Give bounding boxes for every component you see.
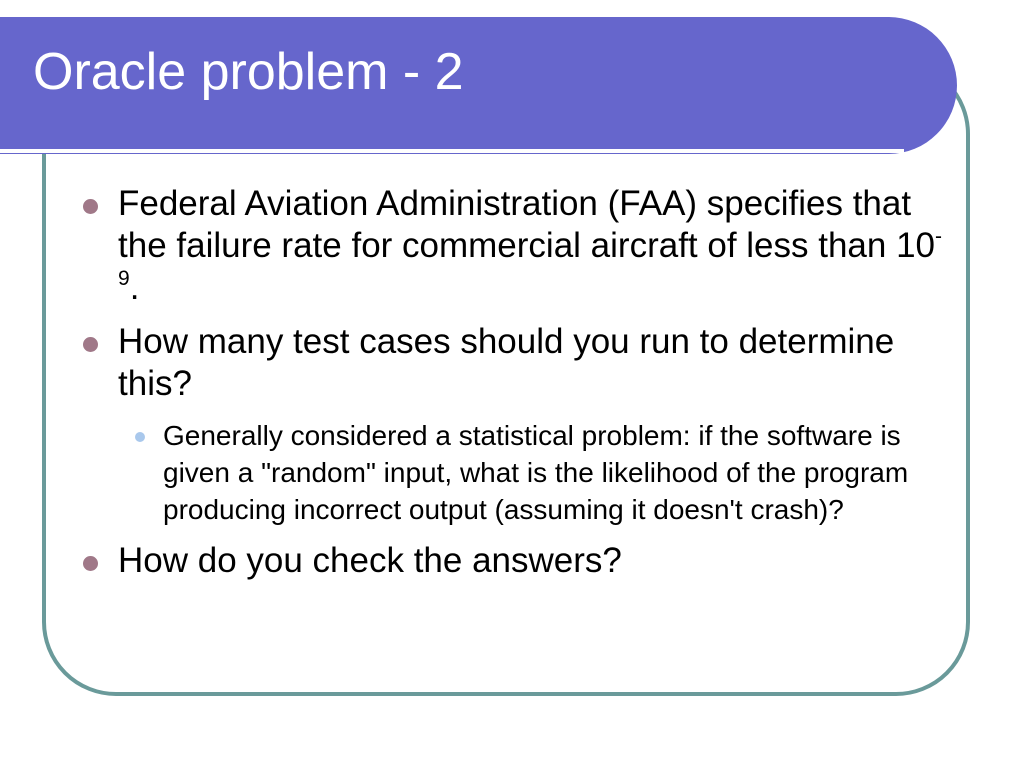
bullet-dot-icon <box>83 199 98 214</box>
bullet-item <box>0 183 948 309</box>
sub-bullet-item <box>0 417 963 528</box>
title-underline <box>0 149 904 153</box>
bullet-dot-icon <box>83 556 98 571</box>
bullet-list <box>0 183 1024 594</box>
sub-bullet-text: Generally considered a statistical problem: if the software is given a "random" input, what is the likelihood of the program producing incorrect output (assuming it doesn't crash)? <box>163 420 909 525</box>
bullet-text <box>118 184 942 307</box>
exponent: -9 <box>118 225 943 290</box>
bullet-text: How many test cases should you run to determine this? <box>118 322 895 403</box>
bullet-text-main: Federal Aviation Administration (FAA) specifies that the failure rate for commercial aircraft of less than 10 <box>118 184 936 265</box>
bullet-item <box>0 540 948 582</box>
bullet-dot-icon <box>83 337 98 352</box>
sub-bullet-dot-icon <box>135 432 145 442</box>
slide-title: Oracle problem - 2 <box>33 43 464 101</box>
bullet-item <box>0 321 948 405</box>
bullet-text-end: . <box>129 268 140 307</box>
bullet-text: How do you check the answers? <box>118 541 622 580</box>
